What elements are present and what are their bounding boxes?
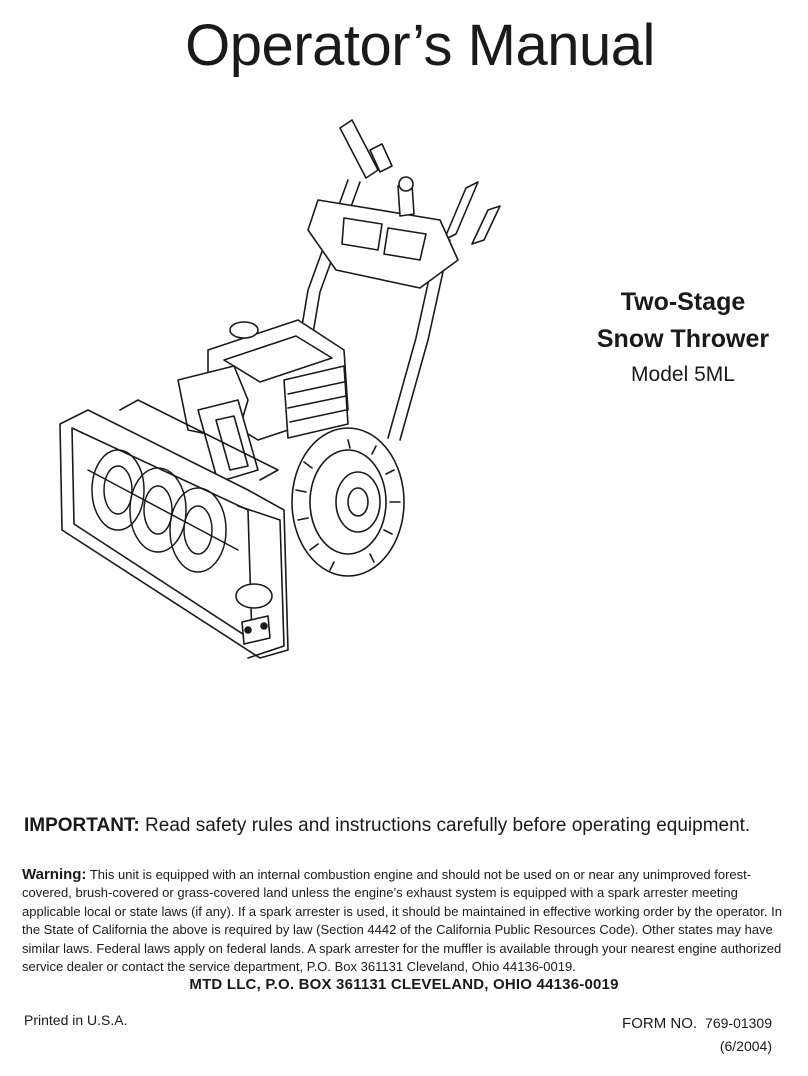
important-notice [24, 815, 750, 837]
model-number: Model 5ML [631, 363, 735, 386]
important-label: IMPORTANT: [24, 815, 140, 836]
warning-notice [22, 866, 784, 976]
form-label: FORM NO. [622, 1015, 698, 1032]
form-number: 769-01309 [705, 1015, 772, 1031]
form-date: (6/2004) [719, 1038, 772, 1054]
warning-text: This unit is equipped with an internal combustion engine and should not be used on or near any unimproved forest-covered, brush-covered or grass-covered land unless the engine’s exhaust system is equipped with a spark arrester meeting applicable local or state laws (if any). If a spark arrester is used, it should be maintained in effective working order by the operator. In the State of California the above is required by law (Section 4442 of the California Public Resources Code). Other states may have similar laws. Federal laws apply on federal lands. A spark arrester for the muffler is available through your nearest engine authorized service dealer or contact the service department, P.O. Box 361131 Cleveland, Ohio 44136-0019. [22, 867, 782, 975]
warning-label: Warning: [22, 866, 87, 883]
snow-thrower-illustration [48, 110, 528, 670]
important-text: Read safety rules and instructions carefully before operating equipment. [145, 815, 751, 836]
product-block [568, 284, 798, 392]
printed-in: Printed in U.S.A. [24, 1012, 128, 1028]
product-type-line2: Snow Thrower [596, 325, 770, 353]
manual-title: Operator’s Manual [185, 13, 655, 78]
form-number-block [622, 1012, 772, 1057]
product-type-line1: Two-Stage [620, 288, 746, 316]
manufacturer-address: MTD LLC, P.O. BOX 361131 CLEVELAND, OHIO 44136-0019 [189, 976, 619, 993]
